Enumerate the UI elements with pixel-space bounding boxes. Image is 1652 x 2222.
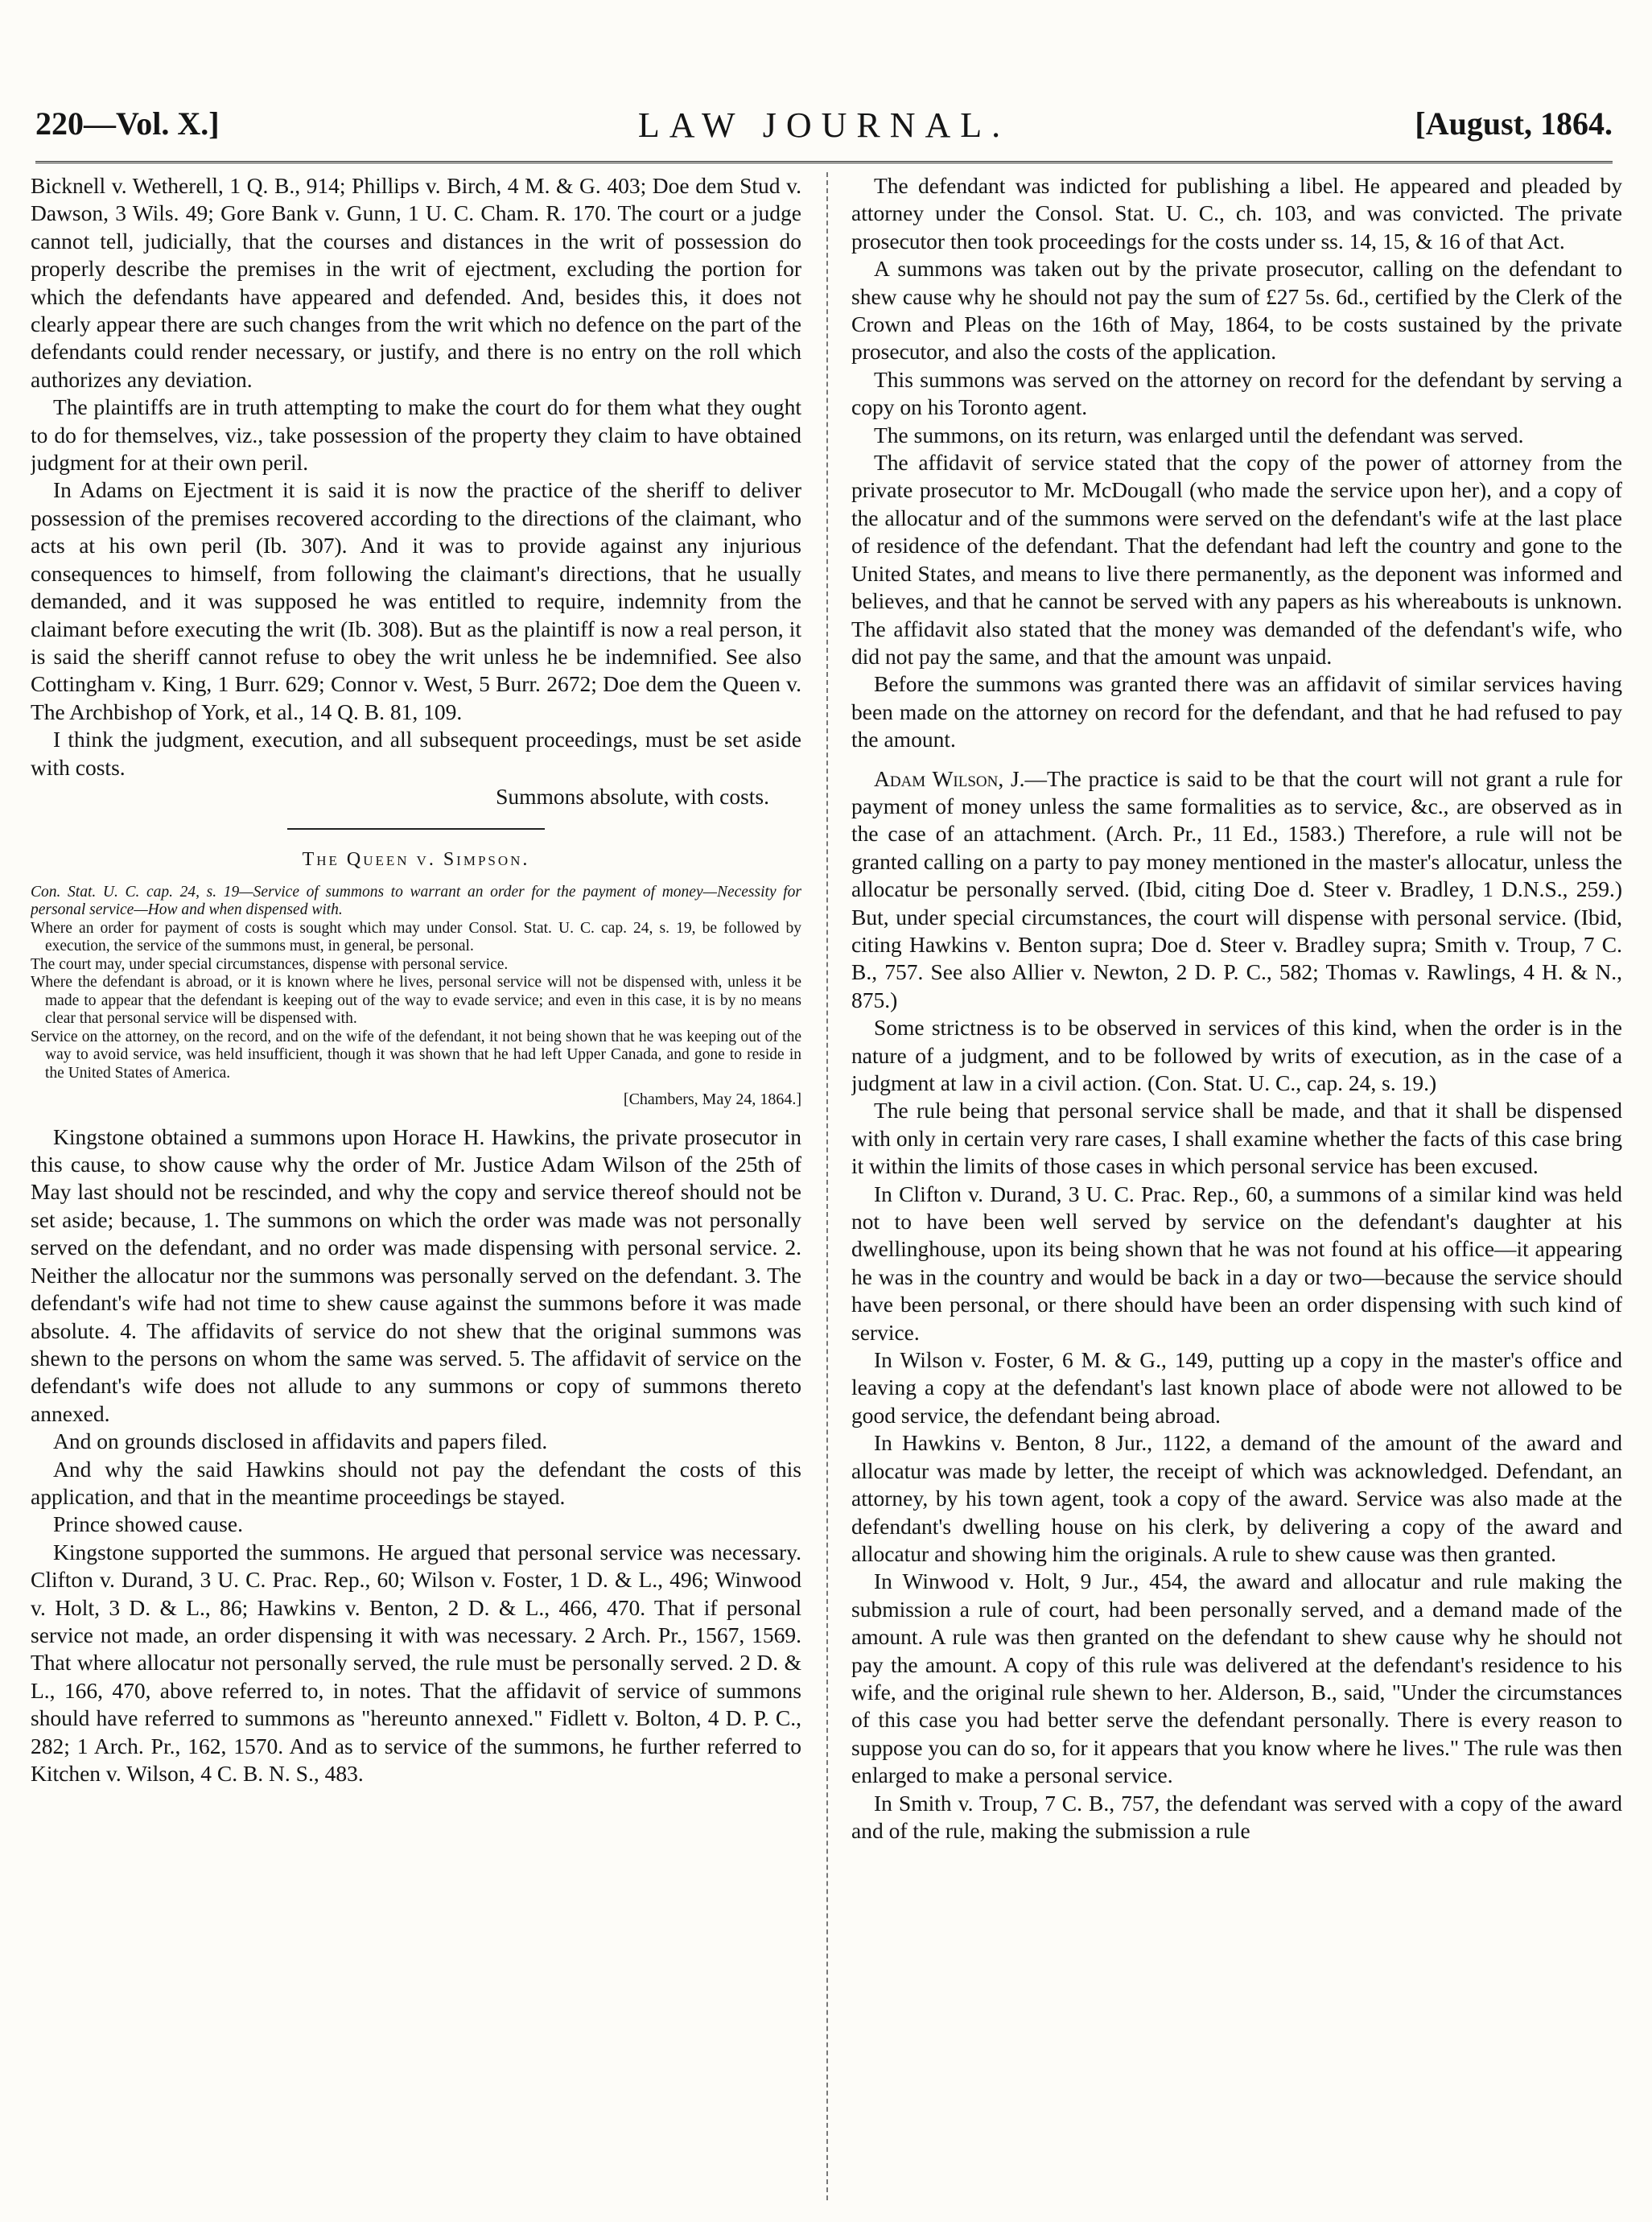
judgment-paragraph — [851, 765, 1622, 1015]
paragraph: Kingstone obtained a summons upon Horace H. Hawkins, the private prosecutor in this cause, to show cause why the order of Mr. Justice Adam Wilson of the 25th of May last should not be rescinded, and why the copy and service thereof should not be set aside; because, 1. The summons on which the order was made was not personally served on the defendant, and no order was made dispensing with personal service. 2. Neither the allocatur nor the summons was personally served on the defendant. 3. The defendant's wife had not time to shew cause against the summons before it was made absolute. 4. The affidavits of service do not shew that the original summons was shewn to the persons on whom the same was served. 5. The affidavit of service on the defendant's wife does not allude to any summons or copy of summons thereto annexed. — [31, 1123, 801, 1426]
journal-title: LAW JOURNAL. — [637, 105, 1011, 145]
judgment-text: —The practice is said to be that the court will not grant a rule for payment of money unless the same formalities as to service, &c., are observed as in the case of an attachment. (Arch. Pr., 11 Ed., 1583.) Therefore, a rule will not be granted calling on a party to pay money mentioned in the master's allocatur, unless the allocatur be personally served. (Ibid, citing Doe d. Steer v. Bradley, 1 D.N.S., 259.) But, under special circumstances, the court will dispense with personal service. (Ibid, citing Hawkins v. Benton supra; Doe d. Steer v. Bradley supra; Smith v. Troup, 7 C. B., 757. See also Allier v. Newton, 2 D. P. C., 582; Thomas v. Rawlings, 4 H. & N., 875.) — [851, 765, 1622, 1012]
paragraph: Prince showed cause. — [53, 1511, 243, 1537]
paragraph: Kingstone supported the summons. He argued that personal service was necessary. Clifton v. Durand, 3 U. C. Prac. Rep., 60; Wilson v. Foster, 1 D. & L., 496; Winwood v. Holt, 3 D. & L., 86; Hawkins v. Benton, 2 D. & L., 466, 470. That if personal service not made, an order dispensing it with was necessary. 2 Arch. Pr., 1567, 1569. That where allocatur not personally served, the rule must be personally served. 2 D. & L., 166, 470, above referred to, in notes. That the affidavit of service of summons should have referred to summons as "hereunto annexed." Fidlett v. Bolton, 4 D. P. C., 282; 1 Arch. Pr., 162, 1570. And as to service of the summons, he further referred to Kitchen v. Wilson, 4 C. B. N. S., 483. — [31, 1539, 801, 1786]
paragraph: In Hawkins v. Benton, 8 Jur., 1122, a demand of the amount of the award and allocatur was made by letter, the receipt of which was acknowledged. Defendant, an attorney, by his town agent, took a copy of the award. Service was also made at the defendant's dwelling house on his clerk, by delivering a copy of the award and allocatur and showing him the originals. A rule to shew cause was then granted. — [851, 1430, 1622, 1566]
page-header — [35, 105, 1613, 153]
case-disposition: Summons absolute, with costs. — [496, 783, 769, 809]
paragraph: The summons, on its return, was enlarged until the defendant was served. — [874, 422, 1524, 447]
paragraph: In Wilson v. Foster, 6 M. & G., 149, putting up a copy in the master's office and leaving a copy at the defendant's last known place of abode were not allowed to be good service, the defendant being abroad. — [851, 1347, 1622, 1428]
paragraph: The plaintiffs are in truth attempting to make the court do for them what they ought to do for themselves, viz., take possession of the property they claim to have obtained judgment for at their own peril. — [31, 394, 801, 476]
paragraph: The affidavit of service stated that the copy of the power of attorney from the private prosecutor to Mr. McDougall (who made the service upon her), and a copy of the allocatur and of the summons were served on the defendant's wife at the last place of residence of the defendant. That the defendant had left the country and gone to the United States, and means to live there permanently, as the deponent was informed and believes, and that he cannot be served with any papers as his whereabouts is unknown. The affidavit also stated that the money was demanded of the defendant's wife, who did not pay the same, and that the amount was unpaid. — [851, 450, 1622, 669]
paragraph: The rule being that personal service shall be made, and that it shall be dispensed with only in certain very rare cases, I shall examine whether the facts of this case bring it within the limits of those cases in which personal service has been excused. — [851, 1098, 1622, 1179]
paragraph: The defendant was indicted for publishing a libel. He appeared and pleaded by attorney under the Consol. Stat. U. C., ch. 103, and was convicted. The private prosecutor then took proceedings for the costs under ss. 14, 15, & 16 of that Act. — [851, 173, 1622, 254]
paragraph: In Winwood v. Holt, 9 Jur., 454, the award and allocatur and rule making the submission a rule of court, had been personally served, and a demand made of the amount. A rule was then granted on the defendant to shew cause why he should not pay the amount. A copy of this rule was delivered at the defendant's residence to his wife, and the original rule shewn to her. Alderson, B., said, "Under the circumstances of this case you had better serve the defendant personally. There is every reason to suppose you can do so, for it appears that you know where he lives." The rule was then enlarged to make a personal service. — [851, 1569, 1622, 1788]
paragraph: Bicknell v. Wetherell, 1 Q. B., 914; Phillips v. Birch, 4 M. & G. 403; Doe dem Stud v. Dawson, 3 Wils. 49; Gore Bank v. Gunn, 1 U. C. Cham. R. 170. The court or a judge cannot tell, judicially, that the courses and distances in the writ of possession do properly describe the premises in the writ of ejectment, excluding the portion for which the defendants have appeared and defended. And, besides this, it does not clearly appear there are such changes from the writ which no defence on the part of the defendants could render necessary, or justify, and there is no entry on the roll which authorizes any deviation. — [31, 173, 801, 392]
page-number-volume: 220—Vol. X.] — [35, 105, 220, 142]
headnote: Where an order for payment of costs is sought which may under Consol. Stat. U. C. cap. 24, s. 19, be followed by execution, the service of the summons must, in general, be personal. — [31, 919, 801, 955]
paragraph: I think the judgment, execution, and all subsequent proceedings, must be set aside with costs. — [31, 727, 801, 780]
section-divider — [287, 828, 545, 830]
headnote-title: Con. Stat. U. C. cap. 24, s. 19—Service of summons to warrant an order for the payment of money—Necessity for personal service—How and when dispensed with. — [31, 883, 801, 919]
header-rule — [35, 161, 1613, 163]
paragraph: In Clifton v. Durand, 3 U. C. Prac. Rep., 60, a summons of a similar kind was held not to have been well served by service on the defendant's daughter at his dwellinghouse, upon its being shown that he was not found at his office—it appearing he was in the country and would be back in a day or two—because the service should have been personal, or there should have been an order dispensing with such kind of service. — [851, 1181, 1622, 1345]
paragraph: Some strictness is to be observed in services of this kind, when the order is in the nature of a judgment, and to be followed by writs of execution, as in the case of a judgment at law in a civil action. (Con. Stat. U. C., cap. 24, s. 19.) — [851, 1015, 1622, 1095]
paragraph: A summons was taken out by the private prosecutor, calling on the defendant to shew cause why he should not pay the sum of £27 5s. 6d., certified by the Clerk of the Crown and Pleas on the 16th of May, 1864, to be costs sustained by the private prosecutor, and also the costs of the application. — [851, 256, 1622, 365]
paragraph: And on grounds disclosed in affidavits and papers filed. — [53, 1428, 548, 1454]
column-divider — [826, 172, 828, 2200]
headnote: Service on the attorney, on the record, and on the wife of the defendant, it not being shown that he was keeping out of the way to avoid service, was held insufficient, though it was shown that he had left Upper Canada, and gone to reside in the United States of America. — [31, 1028, 801, 1082]
paragraph: Before the summons was granted there was an affidavit of similar services having been made on the attorney on record for the defendant, and that he had refused to pay the amount. — [851, 671, 1622, 752]
paragraph: In Adams on Ejectment it is said it is now the practice of the sheriff to deliver possession of the premises recovered according to the directions of the claimant, who acts at his own peril (Ib. 307). And it was to provide against any injurious consequences to himself, from following the claimant's directions, that he usually demanded, and it was supposed he was entitled to require, indemnity from the claimant before executing the writ (Ib. 308). But as the plaintiff is now a real person, it is said the sheriff cannot refuse to obey the writ unless he be indemnified. See also Cottingham v. King, 1 Burr. 629; Connor v. West, 5 Burr. 2672; Doe dem the Queen v. The Archbishop of York, et al., 14 Q. B. 81, 109. — [31, 477, 801, 724]
paragraph: And why the said Hawkins should not pay the defendant the costs of this application, and that in the meantime proceedings be stayed. — [31, 1456, 801, 1509]
paragraph: This summons was served on the attorney on record for the defendant by serving a copy on his Toronto agent. — [851, 366, 1622, 420]
right-column — [851, 172, 1622, 2200]
headnote: The court may, under special circumstances, dispense with personal service. — [31, 955, 509, 973]
case-title: The Queen v. Simpson. — [302, 849, 530, 871]
headnote: Where the defendant is abroad, or it is known where he lives, personal service will not be dispensed with, unless it be made to appear that the defendant is keeping out of the way to evade service; and even in this case, it is by no means clear that personal service will be dispensed with. — [31, 974, 801, 1028]
issue-date: [August, 1864. — [1415, 105, 1613, 142]
judge-name: Adam Wilson, J. — [874, 765, 1025, 791]
left-column — [31, 172, 801, 2200]
paragraph: In Smith v. Troup, 7 C. B., 757, the defendant was served with a copy of the award and of the rule, making the submission a rule — [851, 1790, 1622, 1843]
dateline: [Chambers, May 24, 1864.] — [623, 1090, 801, 1109]
